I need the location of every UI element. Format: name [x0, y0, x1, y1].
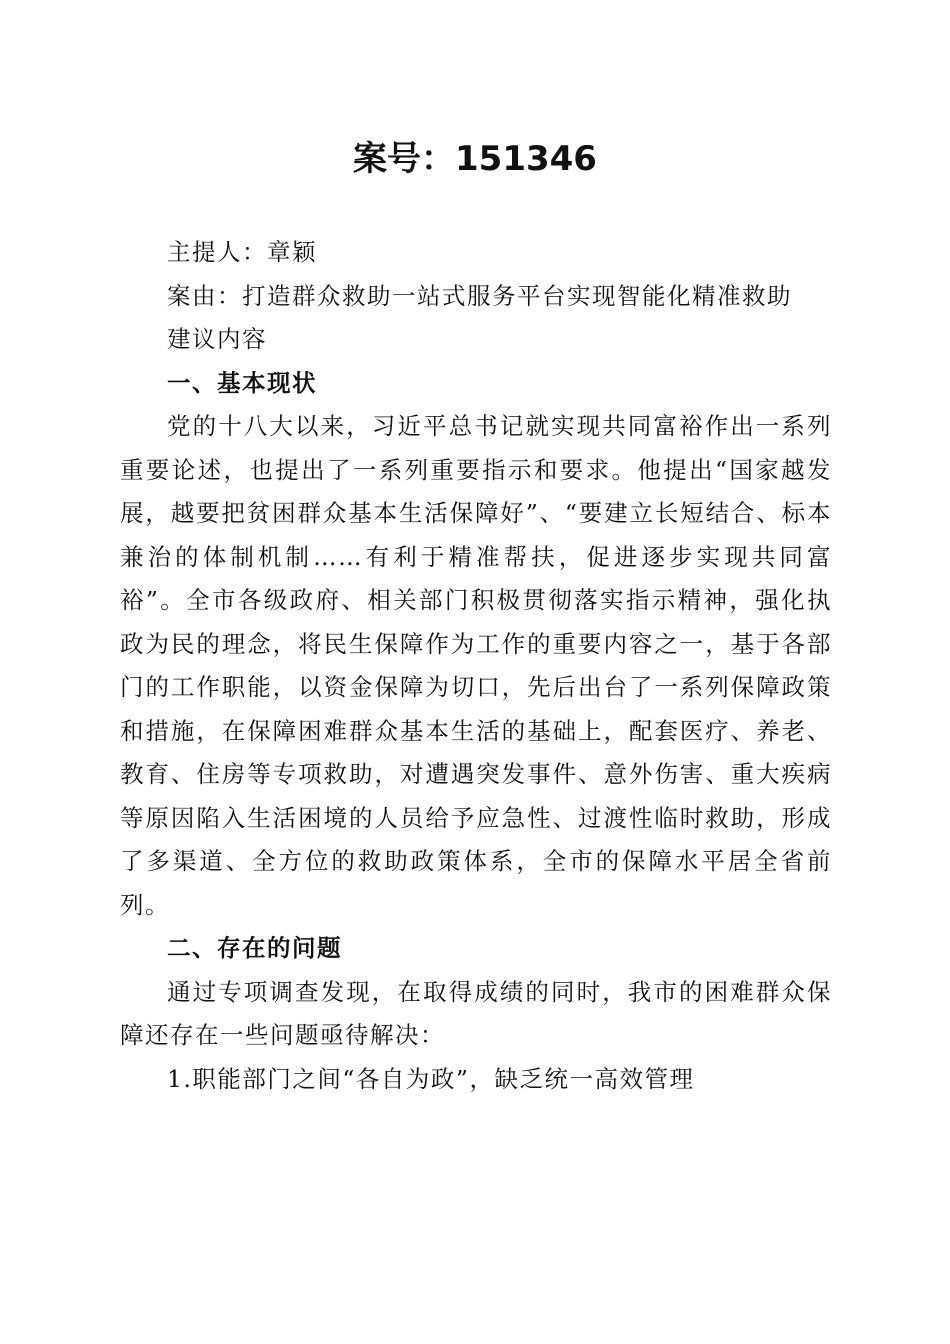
paragraph-problems-intro: 通过专项调查发现，在取得成绩的同时，我市的困难群众保障还存在一些问题亟待解决： [120, 977, 832, 1049]
document-body [120, 231, 832, 1101]
section-label: 建议内容 [167, 325, 267, 353]
subject-line: 案由：打造群众救助一站式服务平台实现智能化精准救助 [167, 281, 792, 310]
proposer-line: 主提人：章颖 [167, 238, 317, 266]
case-number-title: 案号：151346 [353, 139, 597, 179]
section-heading-problems: 二、存在的问题 [167, 934, 342, 962]
section-heading-status: 一、基本现状 [167, 368, 317, 397]
paragraph-status: 党的十八大以来，习近平总书记就实现共同富裕作出一系列重要论述，也提出了一系列重要指示和要求。他提出“国家越发展，越要把贫困群众基本生活保障好”、“要建立长短结合、标本兼治的体制机制……有利于精准帮扶，促进逐步实现共同富裕”。全市各级政府、相关部门积极贯彻落实指示精神，强化执政为民的理念，将民生保障作为工作的重要内容之一，基于各部门的工作职能，以资金保障为切口，先后出台了一系列保障政策和措施，在保障困难群众基本生活的基础上，配套医疗、养老、教育、住房等专项救助，对遭遇突发事件、意外伤害、重大疾病等原因陷入生活困境的人员给予应急性、过渡性临时救助，形成了多渠道、全方位的救助政策体系，全市的保障水平居全省前列。 [120, 412, 832, 919]
paragraph-problem-1: 1.职能部门之间“各自为政”，缺乏统一高效管理 [167, 1064, 695, 1093]
